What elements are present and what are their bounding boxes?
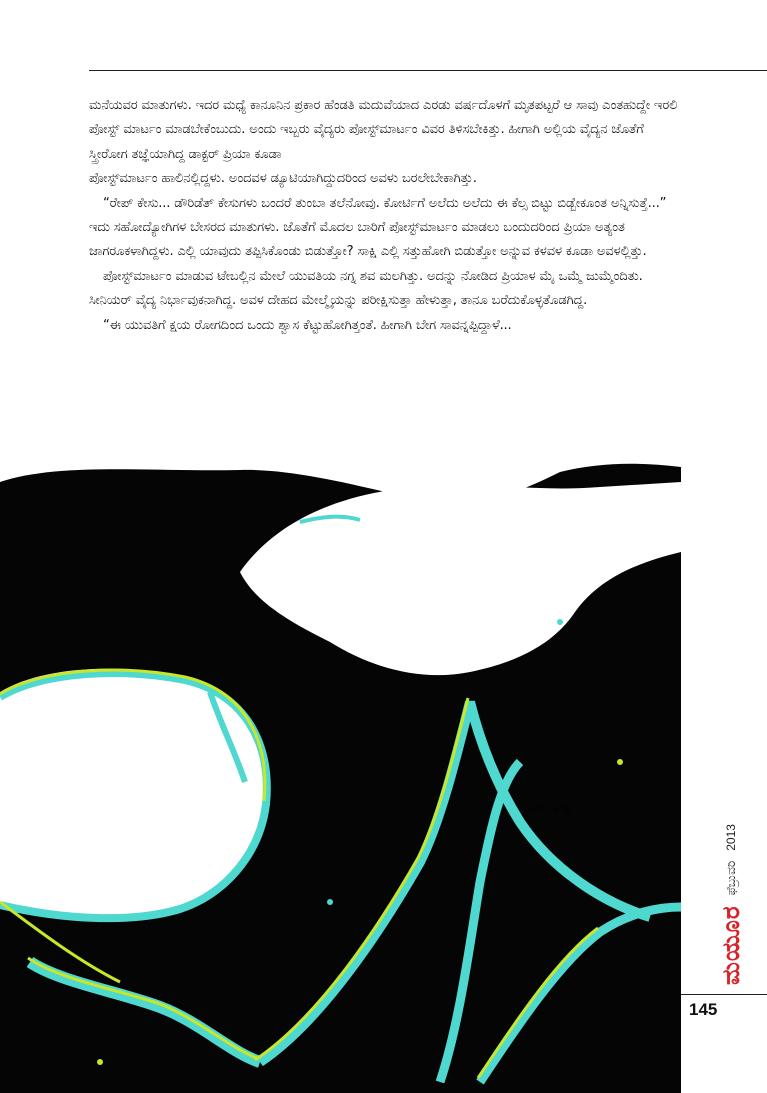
page-number: 145: [689, 1000, 718, 1019]
paragraph-4: ಪೋಸ್ಟ್‌ಮಾರ್ಟಂ ಮಾಡುವ ಟೇಬಲ್ಲಿನ ಮೇಲೆ ಯುವತಿಯ ನಗ್ನ ಶವ ಮಲಗಿತ್ತು. ಅದನ್ನು ನೋಡಿದ ಪ್ರಿಯಾಳ ಮೈ ಒಮ್ಮೆ ಜುಮ್ಮೆಂದಿತು. ಸೀನಿಯರ್ ವೈದ್ಯ ನಿರ್ಭಾವುಕನಾಗಿದ್ದ. ಅವಳ ದೇಹದ ಮೇಲ್ಮೈಯನ್ನು ಪರೀಕ್ಷಿಸುತ್ತಾ ಹೇಳುತ್ತಾ, ತಾನೂ ಬರೆದುಕೊಳ್ಳತೊಡಗಿದ್ದ.: [89, 268, 643, 309]
magazine-name: ಮಯೂರ: [717, 905, 745, 985]
footer-rule: [681, 994, 767, 995]
illustration-credit: ಎಸ್. ವಿಷ್ಣು: [529, 800, 575, 814]
paragraph-3: “ರೇಪ್ ಕೇಸು... ಡೌರಿಡೆತ್ ಕೇಸುಗಳು ಬಂದರೆ ತುಂಬಾ ತಲೆನೋವು. ಕೋರ್ಟಿಗೆ ಅಲೆದು ಅಲೆದು ಈ ಕೆಲ್ಸ ಬಿಟ್ಟು ಬಿಡ್ಬೇಕೂಂತ ಅನ್ನಿಸುತ್ತೆ...” ಇದು ಸಹೋದ್ಯೋಗಿಗಳ ಬೇಸರದ ಮಾತುಗಳು. ಜೊತೆಗೆ ಮೊದಲ ಬಾರಿಗೆ ಪೋಸ್ಟ್‌ಮಾರ್ಟಂ ಮಾಡಲು ಬಂದುದರಿಂದ ಪ್ರಿಯಾ ಅತ್ಯಂತ ಜಾಗರೂಕಳಾಗಿದ್ದಳು. ಎಲ್ಲಿ ಯಾವುದು ತಪ್ಪಿಸಿಕೊಂಡು ಬಿಡುತ್ತೋ? ಸಾಕ್ಷಿ ಎಲ್ಲಿ ಸತ್ತುಹೋಗಿ ಬಿಡುತ್ತೋ ಅನ್ನುವ ಕಳವಳ ಕೂಡಾ ಅವಳಲ್ಲಿತ್ತು.: [89, 195, 667, 260]
paragraph-2: ಪೋಸ್ಟ್‌ಮಾರ್ಟಂ ಹಾಲಿನಲ್ಲಿದ್ದಳು. ಅಂದವಳ ಡ್ಯೂಟಿಯಾಗಿದ್ದುದರಿಂದ ಅವಳು ಬರಲೇಬೇಕಾಗಿತ್ತು.: [89, 171, 477, 187]
issue-month: ಫೆಬ್ರುವರಿ: [723, 860, 738, 896]
paragraph-5: “ಈ ಯುವತಿಗೆ ಕ್ಷಯ ರೋಗದಿಂದ ಒಂದು ಶ್ವಾಸ ಕೆಟ್ಟುಹೋಗಿತ್ತಂತೆ. ಹೀಗಾಗಿ ಬೇಗ ಸಾವನ್ನಪ್ಪಿದ್ದಾಳೆ...: [103, 317, 512, 333]
top-rule: [89, 70, 767, 71]
magazine-sidebar: [716, 665, 746, 985]
paragraph-1: ಮನೆಯವರ ಮಾತುಗಳು. ಇದರ ಮಧ್ಯೆ ಕಾನೂನಿನ ಪ್ರಕಾರ ಹೆಂಡತಿ ಮದುವೆಯಾದ ಎರಡು ವರ್ಷದೊಳಗೆ ಮೃತಪಟ್ಟರೆ ಆ ಸಾವು ಎಂತಹುದ್ದೇ ಇರಲಿ ಪೋಸ್ಟ್ ಮಾರ್ಟಂ ಮಾಡಬೇಕೆಂಬುದು. ಅಂದು ಇಬ್ಬರು ವೈದ್ಯರು ಪೋಸ್ಟ್‌ಮಾರ್ಟಂ ವಿವರ ತಿಳಿಸಬೇಕಿತ್ತು. ಹೀಗಾಗಿ ಅಲ್ಲಿಯ ವೈದ್ಯನ ಜೊತೆಗೆ ಸ್ತ್ರೀರೋಗ ತಜ್ಞೆಯಾಗಿದ್ದ ಡಾಕ್ಟರ್ ಪ್ರಿಯಾ ಕೂಡಾ: [89, 98, 678, 162]
abstract-illustration: [0, 462, 681, 1093]
illustration-image: [0, 462, 681, 1093]
issue-year: 2013: [724, 824, 738, 851]
story-text: [89, 94, 684, 338]
